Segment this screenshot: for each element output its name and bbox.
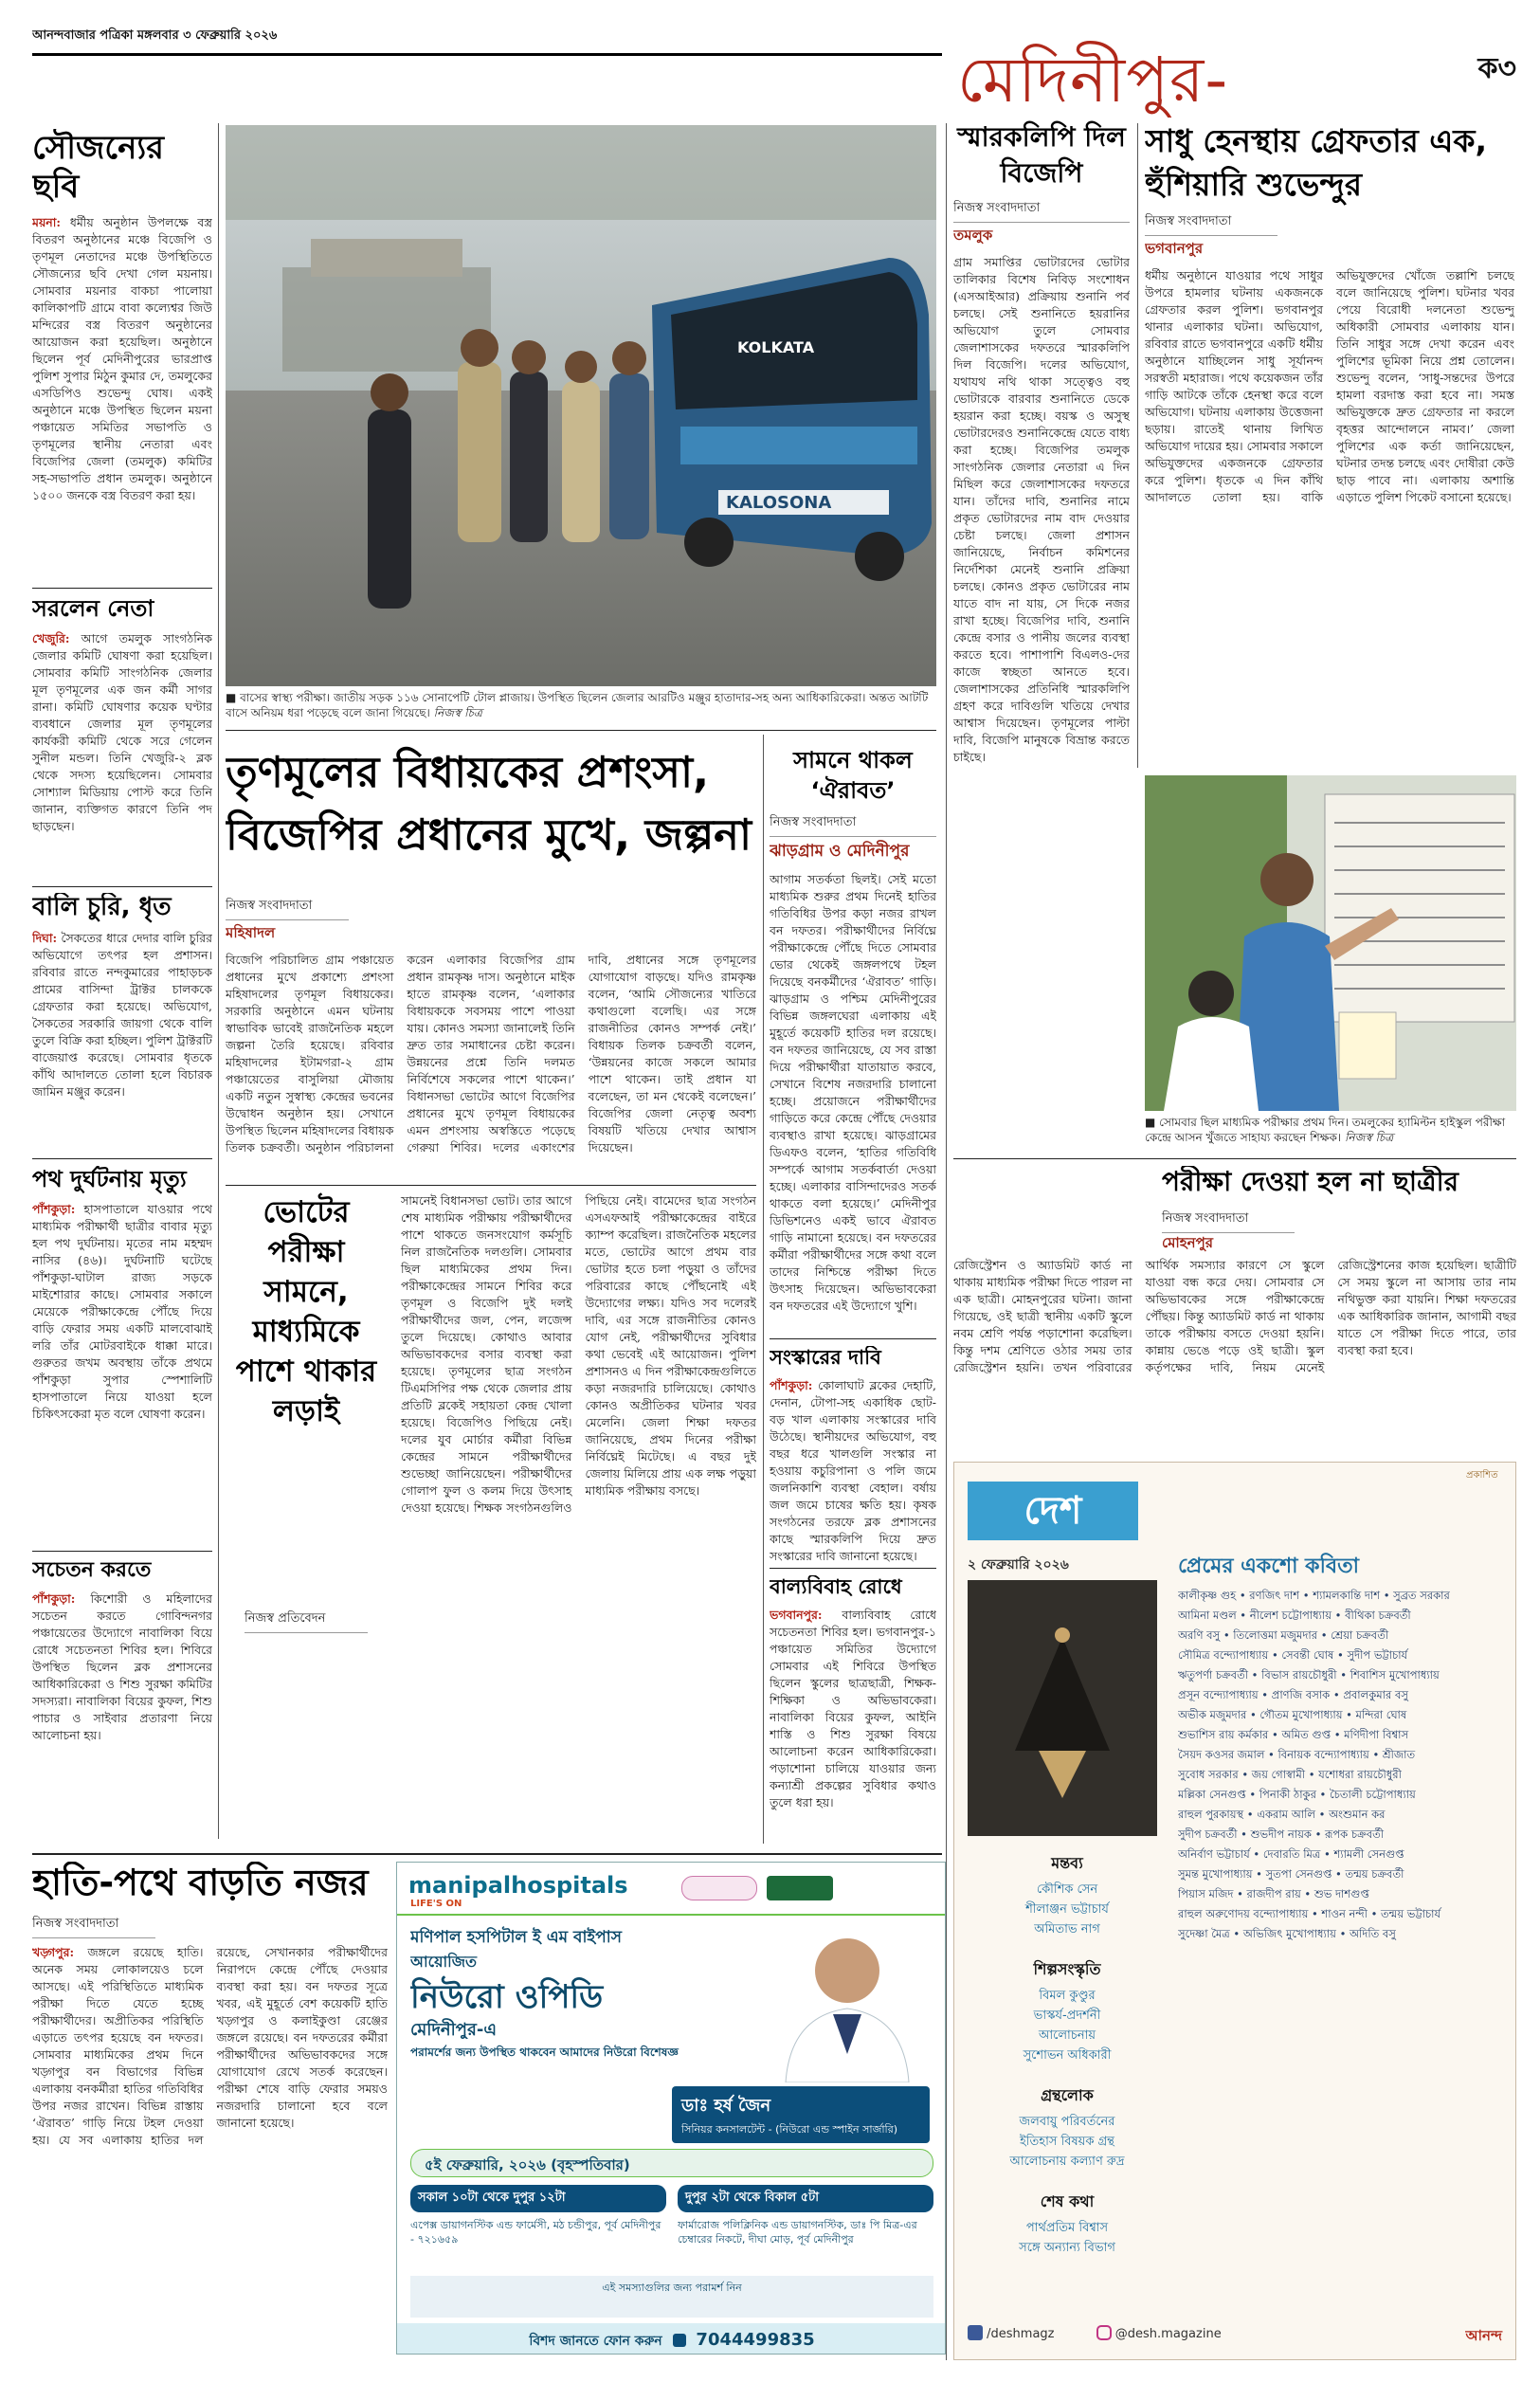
poet-line: সুমন্ত মুখোপাধ্যায় • সুতপা সেনগুপ্ত • তন্ময় চক্রবর্তী bbox=[1178, 1867, 1404, 1881]
poet-line: কালীকৃষ্ণ গুহ • রণজিৎ দাশ • শ্যামলকান্তি দাশ • সুব্রত সরকার bbox=[1178, 1589, 1450, 1602]
section-block bbox=[968, 1957, 1167, 2066]
exam-hall-photo bbox=[1145, 775, 1516, 1111]
desh-cover-title: প্রেমের একশো কবিতা bbox=[1178, 1555, 1360, 1578]
dateline: তমলুক bbox=[953, 227, 993, 244]
poet-line: শুভাশিস রায় কর্মকার • অমিত গুপ্ত • মণিদীপা বিশ্বাস bbox=[1178, 1728, 1409, 1741]
slot-1-place: এপেক্স ডায়াগনস্টিক এন্ড ফার্মেসী, মঠ চন্ডীপুর, পূর্ব মেদিনীপুর - ৭২১৬৫৯ bbox=[410, 2219, 661, 2246]
manipal-opd-title: নিউরো ওপিডি bbox=[410, 1978, 604, 2014]
story-body: পাঁশকুড়া: হাসপাতালে যাওয়ার পথে মাধ্যমিক পরীক্ষার্থী ছাত্রীর বাবার মৃত্যু হল পথ দুর্ঘটনায়। মৃতের নাম মহম্মদ নাসির (৪৬)। দুর্ঘটনাটি ঘটেছে পাঁশকুড়া-ঘাটাল রাজ্য সড়কে মাইশোরার কাছে। সোমবার সকালে মেয়েকে পরীক্ষাকেন্দ্রে পৌঁছে দিয়ে বাড়ি ফেরার সময় একটি মালবোঝাই লরি তাঁর মোটরবাইকে ধাক্কা মারে। গুরুতর জখম অবস্থায় তাঁকে প্রথমে পাঁশকুড়া সুপার স্পেশালিটি হাসপাতালে নিয়ে যাওয়া হলে চিকিৎসকেরা মৃত বলে ঘোষণা করেন। bbox=[32, 1201, 212, 1421]
story-body: গ্রাম সমাপ্তির ভোটারদের ভোটার তালিকার বিশেষ নিবিড় সংশোধন (এসআইআর) প্রক্রিয়ায় শুনানি পর্ব চলছে। সেই শুনানিতে হয়রানির অভিযোগ তুলে সোমবার জেলাশাসকের দফতরে স্মারকলিপি দিল বিজেপি। দলের অভিযোগ, যথাযথ নথি থাকা সত্ত্বেও বহু ভোটারকে বারবার শুনানিতে ডেকে হয়রান করা হচ্ছে। বয়স্ক ও অসুস্থ ভোটারদেরও শুনানিকেন্দ্রে যেতে বাধ্য করা হচ্ছে। বিজেপির তমলুক সাংগঠনিক জেলার নেতারা এ দিন মিছিল করে জেলাশাসকের দফতরে যান। তাঁদের দাবি, শুনানির নামে প্রকৃত ভোটারদের নাম বাদ দেওয়ার চেষ্টা চলছে। জেলা প্রশাসন জানিয়েছে, নির্বাচন কমিশনের নির্দেশিকা মেনেই শুনানি প্রক্রিয়া চলছে। কোনও প্রকৃত ভোটারের নাম যাতে বাদ না যায়, সে দিকে নজর রাখা হচ্ছে। বিজেপির দাবি, শুনানি কেন্দ্রে বসার ও পানীয় জলের ব্যবস্থা করতে হবে। পাশাপাশি বিএলও-দের কাজে স্বচ্ছতা আনতে হবে। জেলাশাসকের প্রতিনিধি স্মারকলিপি গ্রহণ করে দাবিগুলি খতিয়ে দেখার আশ্বাস দিয়েছেন। তৃণমূলের পাল্টা দাবি, বিজেপি মানুষকে বিভ্রান্ত করতে চাইছে। bbox=[953, 255, 1130, 764]
desh-logo: দেশ bbox=[968, 1482, 1138, 1540]
poet-line: সুদীপ চক্রবর্তী • শুভদীপ নায়ক • রূপক চক্রবর্তী bbox=[1178, 1827, 1385, 1841]
story-body: আগাম সতর্কতা ছিলই। সেই মতো মাধ্যমিক শুরুর প্রথম দিনেই হাতির গতিবিধির উপর কড়া নজর রাখল বন দফতর। পরীক্ষার্থীদের নির্বিঘ্নে পরীক্ষাকেন্দ্রে পৌঁছে দিতে সোমবার ভোর থেকেই জঙ্গলপথে টহল দিয়েছে বনকর্মীদের ‘ঐরাবত’ গাড়ি। ঝাড়গ্রাম ও পশ্চিম মেদিনীপুরের বিভিন্ন জঙ্গলঘেরা এলাকায় এই মুহূর্তে কয়েকটি হাতির দল রয়েছে। বন দফতর জানিয়েছে, যে সব রাস্তা দিয়ে পরীক্ষার্থীরা যাতায়াত করবে, সেখানে বিশেষ নজরদারি চালানো হচ্ছে। প্রয়োজনে পরীক্ষার্থীদের গাড়িতে করে কেন্দ্রে পৌঁছে দেওয়ার ব্যবস্থাও রাখা হয়েছে। ঝাড়গ্রামের ডিএফও বলেন, ‘হাতির গতিবিধি সম্পর্কে আগাম সতর্কবার্তা দেওয়া হচ্ছে। এলাকার বাসিন্দাদেরও সতর্ক থাকতে বলা হয়েছে।’ মেদিনীপুর ডিভিশনেও একই ভাবে ঐরাবত গাড়ি নামানো হয়েছে। বন দফতরের কর্মীরা পরীক্ষার্থীদের সঙ্গে কথা বলে তাদের নিশ্চিন্তে পরীক্ষা দিতে উৎসাহ দিয়েছেন। অভিভাবকেরা বন দফতরের এই উদ্যোগে খুশি। bbox=[770, 872, 936, 1313]
bus-photo-caption: ■ বাসের স্বাস্থ্য পরীক্ষা। জাতীয় সড়ক ১১৬ সোনাপেটি টোল প্লাজায়। উপস্থিত ছিলেন জেলার আরটিও মঞ্জুর হাতাদার-সহ অন্য আধিকারিকেরা। অন্তত আটটি বাসে অনিয়ম ধরা পড়েছে বলে জানা গিয়েছে। নিজস্ব চিত্র bbox=[226, 691, 929, 719]
bus-inspection-photo bbox=[226, 125, 936, 686]
manipal-intro: মণিপাল হসপিটাল ই এম বাইপাস bbox=[410, 1928, 622, 1947]
section-block bbox=[968, 1851, 1167, 1940]
story-body: পাঁশকুড়া: কোলাঘাট ব্লকের দেহাটি, দেনান, টোপা-সহ একাধিক ছোট-বড় খাল এলাকায় সংস্কারের দাবি উঠেছে। স্থানীয়দের অভিযোগ, বহু বছর ধরে খালগুলি সংস্কার না হওয়ায় কচুরিপানা ও পলি জমে জলনিকাশি ব্যবস্থা বেহাল। বর্ষায় জল জমে চাষের ক্ষতি হয়। কৃষক সংগঠনের তরফে ব্লক প্রশাসনের কাছে স্মারকলিপি দিয়ে দ্রুত সংস্কারের দাবি জানানো হয়েছে। bbox=[770, 1378, 936, 1564]
main-headline-line-1: তৃণমূলের বিধায়কের প্রশংসা, bbox=[226, 747, 710, 797]
lead-place: ময়না: bbox=[32, 214, 62, 229]
contact-label: বিশদ জানতে ফোন করুন bbox=[529, 2334, 662, 2349]
poet-line: আমিনা মণ্ডল • নীলেশ চট্টোপাধ্যায় • বীথিকা চক্রবর্তী bbox=[1178, 1609, 1411, 1622]
headline: সরলেন নেতা bbox=[32, 595, 154, 622]
headline: সৌজন্যের ছবি bbox=[32, 129, 164, 206]
photo-credit: নিজস্ব চিত্র bbox=[1345, 1131, 1394, 1144]
slot-2 bbox=[678, 2185, 933, 2270]
section-title: মন্তব্য bbox=[1051, 1854, 1083, 1872]
manipal-place: মেদিনীপুর-এ bbox=[410, 2020, 498, 2039]
photo-credit: নিজস্ব চিত্র bbox=[433, 706, 482, 719]
slot-2-place: ফার্মারোজ পলিক্লিনিক এন্ড ডায়াগনস্টিক, ডাঃ পি মিত্র-এর চেম্বারের নিকটে, দীঘা মোড়, পূর্ব মেদিনীপুর bbox=[678, 2219, 917, 2246]
bus-brand-label: KALOSONA bbox=[726, 493, 832, 513]
poet-line: অরণি বসু • তিলোত্তমা মজুমদার • শ্রেয়া চক্রবর্তী bbox=[1178, 1628, 1389, 1642]
dateline: মহিষাদল bbox=[226, 924, 276, 941]
instagram-icon bbox=[1096, 2325, 1112, 2340]
doctor-box bbox=[672, 2086, 930, 2143]
dateline: মোহনপুর bbox=[1162, 1234, 1214, 1251]
story-body: ধর্মীয় অনুষ্ঠানে যাওয়ার পথে সাধুর উপরে হামলার ঘটনায় একজনকে গ্রেফতার করল পুলিশ। ভগবানপুর থানার এলাকার ঘটনা। অভিযোগ, রবিবার রাতে ভগবানপুরে একটি ধর্মীয় অনুষ্ঠানে যাচ্ছিলেন সাধু সূর্যানন্দ সরস্বতী মহারাজ। পথে কয়েকজন তাঁর গাড়ি আটকে তাঁকে হেনস্থা করে বলে অভিযোগ। ঘটনায় এলাকায় উত্তেজনা ছড়ায়। রাতেই থানায় লিখিত অভিযোগ দায়ের হয়। সোমবার সকালে অভিযুক্তদের একজনকে গ্রেফতার করে পুলিশ। ধৃতকে এ দিন কাঁথি আদালতে তোলা হয়। বাকি অভিযুক্তদের খোঁজে তল্লাশি চলছে বলে জানিয়েছে পুলিশ। ঘটনার খবর পেয়ে বিরোধী দলনেতা শুভেন্দু অধিকারী সোমবার এলাকায় যান। তিনি সাধুর সঙ্গে দেখা করেন এবং পুলিশের ভূমিকা নিয়ে প্রশ্ন তোলেন। শুভেন্দু বলেন, ‘সাধু-সন্তদের উপরে হামলা বরদাস্ত করা হবে না। সমস্ত অভিযুক্তকে দ্রুত গ্রেফতার না করলে বৃহত্তর আন্দোলনে নামব।’ জেলা পুলিশের এক কর্তা জানিয়েছেন, ঘটনার তদন্ত চলছে এবং দোষীরা কেউ ছাড় পাবে না। এলাকায় অশান্তি এড়াতে পুলিশ পিকেট বসানো হয়েছে। bbox=[1145, 268, 1514, 504]
section-line: অমিতাভ নাগ bbox=[1034, 1922, 1100, 1937]
poet-line: রাহুল পুরকায়স্থ • একরাম আলি • অংশুমান কর bbox=[1178, 1808, 1386, 1821]
story-body: দিঘা: সৈকতের ধারে দেদার বালি চুরির অভিযোগে তৎপর হল প্রশাসন। রবিবার রাতে নন্দকুমারের পাহাড়চক প্রামের বাসিন্দা ট্রাক্টর চালককে গ্রেফতার করা হয়েছে। অভিযোগ, সৈকতের সরকারি জায়গা থেকে বালি তুলে বিক্রি করা হচ্ছিল। পুলিশ ট্রাক্টরটি বাজেয়াপ্ত করেছে। সোমবার ধৃতকে কাঁথি আদালতে তোলা হলে বিচারক জামিন মঞ্জুর করেন। bbox=[32, 931, 212, 1100]
poet-line: পিয়াস মজিদ • রাজদীপ রায় • শুভ দাশগুপ্ত bbox=[1178, 1887, 1369, 1900]
story-body: ময়না: ধর্মীয় অনুষ্ঠান উপলক্ষে বস্ত্র বিতরণ অনুষ্ঠানের মঞ্চে বিজেপি ও তৃণমূল নেতাদের মঞ্চে উপস্থিতিতে সৌজন্যের ছবি দেখা গেল ময়নায়। সোমবার ময়নার বাকচা পালোয়া কালিকাপটি গ্রামে বাবা কল্যেশ্বর জিউ মন্দিরের বস্ত্র বিতরণ অনুষ্ঠানের আয়োজন করা হয়েছিল। অনুষ্ঠানে ছিলেন পূর্ব মেদিনীপুরের ভারপ্রাপ্ত পুলিশ সুপার মিঠুন কুমার দে, তমলুকের এসডিপিও শুভেন্দু ঘোষ। একই অনুষ্ঠানে মঞ্চে উপস্থিত ছিলেন ময়না পঞ্চায়েত সমিতির সভাপতি ও তৃণমূলের স্থানীয় নেতারা এবং বিজেপির জেলা (তমলুক) কমিটির সহ-সভাপতি প্রধান তমলুক। অনুষ্ঠানে ১৫০০ জনকে বস্ত্র বিতরণ করা হয়। bbox=[32, 214, 212, 502]
byline: নিজস্ব প্রতিবেদন bbox=[245, 1609, 368, 1633]
story-path-durghatana bbox=[32, 1166, 212, 1545]
headline: স্মারকলিপি দিল বিজেপি bbox=[957, 121, 1126, 189]
story-body: সামনেই বিধানসভা ভোট। তার আগে শেষ মাধ্যমিক পরীক্ষায় পরীক্ষার্থীদের পাশে থাকতে জনসংযোগ কর্মসূচি নিল রাজনৈতিক দলগুলি। সোমবার ছিল মাধ্যমিকের প্রথম দিন। পরীক্ষাকেন্দ্রের সামনে শিবির করে তৃণমূল ও বিজেপি দুই দলই পরীক্ষার্থীদের জল, পেন, লজেন্স তুলে দিয়েছে। কোথাও আবার অভিভাবকদের বসার ব্যবস্থা করা হয়েছে। তৃণমূলের ছাত্র সংগঠন টিএমসিপির পক্ষ থেকে জেলার প্রায় প্রতিটি ব্লকেই সহায়তা কেন্দ্র খোলা হয়েছে। বিজেপিও পিছিয়ে নেই। দলের যুব মোর্চার কর্মীরা বিভিন্ন কেন্দ্রের সামনে পরীক্ষার্থীদের শুভেচ্ছা জানিয়েছেন। পরীক্ষার্থীদের গোলাপ ফুল ও কলম দিয়ে উৎসাহ দেওয়া হয়েছে। শিক্ষক সংগঠনগুলিও পিছিয়ে নেই। বামেদের ছাত্র সংগঠন এসএফআই পরীক্ষাকেন্দ্রের বাইরে ক্যাম্প করেছিল। রাজনৈতিক মহলের মতে, ভোটের আগে প্রথম বার ভোটার হতে চলা পড়ুয়া ও তাঁদের পরিবারের কাছে পৌঁছনোই এই উদ্যোগের লক্ষ্য। যদিও সব দলেরই দাবি, এর সঙ্গে রাজনীতির কোনও যোগ নেই, পরীক্ষার্থীদের সুবিধার কথা ভেবেই এই আয়োজন। পুলিশ প্রশাসনও এ দিন পরীক্ষাকেন্দ্রগুলিতে কড়া নজরদারি চালিয়েছে। কোথাও কোনও অপ্রীতিকর ঘটনার খবর মেলেনি। জেলা শিক্ষা দফতর জানিয়েছে, প্রথম দিনের পরীক্ষা নির্বিঘ্নেই মিটেছে। এ বছর দুই জেলায় মিলিয়ে প্রায় এক লক্ষ পড়ুয়া মাধ্যমিক পরীক্ষায় বসছে। bbox=[401, 1193, 756, 1515]
headline: পরীক্ষা দেওয়া হল না ছাত্রীর bbox=[1162, 1166, 1458, 1197]
balyabibaho-story bbox=[770, 1575, 936, 1848]
poet-line: সুদেষ্ণা মৈত্র • অভিজিৎ মুখোপাধ্যায় • অদিতি বসু bbox=[1178, 1927, 1396, 1940]
exam-scene-illustration bbox=[1145, 775, 1516, 1111]
story-body: ভগবানপুর: বাল্যবিবাহ রোধে সচেতনতা শিবির হল। ভগবানপুর-১ পঞ্চায়েত সমিতির উদ্যোগে সোমবার এই শিবিরে উপস্থিত ছিলেন স্কুলের ছাত্রছাত্রী, শিক্ষক-শিক্ষিকা ও অভিভাবকেরা। নাবালিকা বিয়ের কুফল, আইনি শাস্তি ও শিশু সুরক্ষা বিষয়ে আলোচনা করেন আধিকারিকেরা। পড়াশোনা চালিয়ে যাওয়ার জন্য কন্যাশ্রী প্রকল্পের সুবিধার কথাও তুলে ধরা হয়। bbox=[770, 1608, 936, 1810]
section-title: শেষ কথা bbox=[1040, 2192, 1095, 2210]
section-line: শীলাঞ্জন ভট্টাচার্য bbox=[1025, 1902, 1109, 1917]
story-sachetan bbox=[32, 1558, 212, 1847]
section-line: পার্থপ্রতিম বিশ্বাস bbox=[1025, 2221, 1109, 2235]
desh-date: ২ ফেব্রুয়ারি ২০২৬ bbox=[968, 1557, 1069, 1573]
main-headline-line-2: বিজেপির প্রধানের মুখে, জল্পনা bbox=[226, 809, 752, 860]
dateline: ভগবানপুর bbox=[1145, 240, 1204, 257]
dateline: ঝাড়গ্রাম ও মেদিনীপুর bbox=[770, 842, 910, 861]
doctor-name: ডাঃ হর্ষ জৈন bbox=[681, 2096, 771, 2116]
slot-1-time: সকাল ১০টা থেকে দুপুর ১২টা bbox=[410, 2185, 666, 2212]
airavat-story bbox=[770, 745, 936, 1333]
main-story bbox=[226, 897, 756, 1179]
desh-social-bar bbox=[968, 2325, 1508, 2352]
page-number: ক৩ bbox=[1477, 52, 1516, 83]
desh-poet-list bbox=[1178, 1586, 1508, 2325]
section-line: আলোচনায় কল্যাণ রুদ্র bbox=[1009, 2155, 1125, 2169]
byline: নিজস্ব সংবাদদাতা bbox=[770, 813, 936, 837]
story-body: পাঁশকুড়া: কিশোরী ও মহিলাদের সচেতন করতে গোবিন্দনগর পঞ্চায়েতের উদ্যোগে নাবালিকা বিয়ে রোধে সচেতনতা শিবির হল। শিবিরে উপস্থিত ছিলেন ব্লক প্রশাসনের আধিকারিকেরা ও শিশু সুরক্ষা কমিটির সদস্যরা। নাবালিকা বিয়ের কুফল, শিশু পাচার ও সাইবার প্রতারণা নিয়ে আলোচনা হয়। bbox=[32, 1591, 212, 1743]
sadhu-story bbox=[1145, 119, 1514, 770]
byline: নিজস্ব সংবাদদাতা bbox=[953, 199, 1130, 223]
poet-line: সৈয়দ কওসর জমাল • বিনায়ক বন্দ্যোপাধ্যায় • শ্রীজাত bbox=[1178, 1748, 1416, 1761]
phone-icon bbox=[673, 2334, 686, 2347]
headline: সচেতন করতে bbox=[32, 1558, 152, 1582]
poet-line: সৌমিত্র বন্দ্যোপাধ্যায় • সেবন্তী ঘোষ • সুদীপ ভট্টাচার্য bbox=[1178, 1648, 1408, 1662]
manipal-logo: manipalhospitals bbox=[408, 1872, 628, 1899]
section-block bbox=[968, 2083, 1167, 2173]
smarak-story bbox=[953, 119, 1130, 906]
services-note: এই সমস্যাগুলির জন্য পরামর্শ নিন bbox=[410, 2276, 933, 2318]
desh-magazine-ad bbox=[953, 1462, 1516, 2360]
section-line: আলোচনায় bbox=[1038, 2028, 1096, 2043]
section-line: জলবায়ু পরিবর্তনের bbox=[1019, 2115, 1115, 2129]
headline: বালি চুরি, ধৃত bbox=[32, 893, 172, 921]
manipal-organised: আয়োজিত bbox=[410, 1953, 478, 1971]
section-line: বিমল কুণ্ডুর bbox=[1039, 1989, 1096, 2003]
story-body: খেজুরি: আগে তমলুক সাংগঠনিক জেলার কমিটি ঘোষণা করা হয়েছিল। সোমবার কমিটি সাংগঠনিক জেলার মূল তৃণমূলের এক জন কর্মী সাগর রানা। কমিটি ঘোষণার কয়েক ঘণ্টার ব্যবধানে জেলার মূল তৃণমূলের কার্যকরী কমিটি থেকে সরে গেলেন সুনীল মন্ডল। তিনি খেজুরি-২ ব্লক থেকে সদস্য হয়েছিলেন। সোমবার সোশ্যাল মিডিয়ায় পোস্ট করে তিনি জানান, ব্যক্তিগত কারণে তিনি পদ ছাড়ছেন। bbox=[32, 630, 212, 833]
partner-logo-1 bbox=[681, 1876, 757, 1900]
story-body: খড়্গপুর: জঙ্গলে রয়েছে হাতি। অনেক সময় লোকালয়েও চলে আসছে। এই পরিস্থিতিতে মাধ্যমিক পরীক্ষা দিতে যেতে হচ্ছে পরীক্ষার্থীদের। অপ্রীতিকর পরিস্থিতি এড়াতে তৎপর হয়েছে বন দফতর। সোমবার মাধ্যমিকের প্রথম দিনে খড়্গপুর বন বিভাগের বিভিন্ন এলাকায় বনকর্মীরা হাতির গতিবিধির উপর নজর রাখেন। বিভিন্ন রাস্তায় ‘ঐরাবত’ গাড়ি নিয়ে টহল দেওয়া হয়। যে সব এলাকায় হাতির দল রয়েছে, সেখানকার পরীক্ষার্থীদের নিরাপদে কেন্দ্রে পৌঁছে দেওয়ার ব্যবস্থা করা হয়। বন দফতর সূত্রে খবর, এই মুহূর্তে বেশ কয়েকটি হাতি খড়্গপুর ও কলাইকুণ্ডা রেঞ্জের জঙ্গলে রয়েছে। বন দফতরের কর্মীরা পরীক্ষার্থীদের অভিভাবকদের সঙ্গে যোগাযোগ রেখে সতর্ক করেছেন। পরীক্ষা শেষে বাড়ি ফেরার সময়ও নজরদারি চালানো হবে বলে জানানো হয়েছে। bbox=[32, 1944, 388, 2147]
main-headline bbox=[226, 741, 756, 883]
poet-line: রাহুল অরুণোদয় বন্দ্যোপাধ্যায় • শাওন নন্দী • তন্ময় ভট্টাচার্য bbox=[1178, 1907, 1441, 1920]
manipal-header bbox=[397, 1863, 946, 1916]
section-line: সঙ্গে অন্যান্য বিভাগ bbox=[1019, 2241, 1115, 2255]
story-body: রেজিস্ট্রেশন ও অ্যাডমিট কার্ড না থাকায় মাধ্যমিক পরীক্ষা দিতে পারল না এক ছাত্রী। মোহনপুরের ঘটনা। জানা গিয়েছে, ওই ছাত্রী স্থানীয় একটি স্কুলে নবম শ্রেণি পর্যন্ত পড়াশোনা করেছিল। কিন্তু দশম শ্রেণিতে ওঠার সময় তার রেজিস্ট্রেশন হয়নি। তখন পরিবারের আর্থিক সমস্যার কারণে সে স্কুলে যাওয়া বন্ধ করে দেয়। সোমবার সে অভিভাবকের সঙ্গে পরীক্ষাকেন্দ্রে পৌঁছয়। কিন্তু অ্যাডমিট কার্ড না থাকায় তাকে পরীক্ষায় বসতে দেওয়া হয়নি। কান্নায় ভেঙে পড়ে ওই ছাত্রী। স্কুল কর্তৃপক্ষের দাবি, নিয়ম মেনেই রেজিস্ট্রেশনের কাজ হয়েছিল। ছাত্রীটি সে সময় স্কুলে না আসায় তার নাম নথিভুক্ত করা যায়নি। শিক্ষা দফতরের এক আধিকারিক জানান, আগামী বছর যাতে সে পরীক্ষা দিতে পারে, তার ব্যবস্থা করা হবে। bbox=[953, 1258, 1516, 1374]
published-label: প্রকাশিত bbox=[1466, 1470, 1498, 1481]
paper-date-line: আনন্দবাজার পত্রিকা মঙ্গলবার ৩ ফেব্রুয়ারি ২০২৬ bbox=[32, 28, 278, 43]
manipal-consult: পরামর্শের জন্য উপস্থিত থাকবেন আমাদের নিউরো বিশেষজ্ঞ bbox=[410, 2046, 679, 2059]
poet-line: ঋতুপর্ণা চক্রবর্তী • বিভাস রায়চৌধুরী • শিবাশিস মুখোপাধ্যায় bbox=[1178, 1668, 1440, 1682]
sanskar-story bbox=[770, 1346, 936, 1564]
facebook-icon bbox=[968, 2325, 983, 2340]
section-block bbox=[968, 2190, 1167, 2259]
manipal-contact-bar bbox=[397, 2323, 946, 2355]
headline: সামনে থাকল ‘ঐরাবত’ bbox=[793, 747, 913, 804]
section-line: ভাস্কর্য-প্রদর্শনী bbox=[1033, 2009, 1101, 2023]
poet-line: মল্লিকা সেনগুপ্ত • পিনাকী ঠাকুর • চৈতালী চট্টোপাধ্যায় bbox=[1178, 1788, 1416, 1801]
headline: হাতি-পথে বাড়তি নজর bbox=[32, 1862, 369, 1903]
contact-phone: 7044499835 bbox=[696, 2330, 815, 2350]
section-line: ইতিহাস বিষয়ক গ্রন্থ bbox=[1020, 2135, 1114, 2149]
story-soujanya bbox=[32, 129, 212, 584]
poet-line: অভীক মজুমদার • গৌতম মুখোপাধ্যায় • মন্দিরা ঘোষ bbox=[1178, 1708, 1407, 1721]
ananda-logo: আনন্দ bbox=[1465, 2327, 1502, 2344]
story-sorolen-neta bbox=[32, 595, 212, 880]
desh-sections bbox=[968, 1851, 1167, 2268]
section-title: গ্রন্থলোক bbox=[1041, 2086, 1094, 2104]
facebook-handle[interactable]: /deshmagz bbox=[987, 2327, 1055, 2341]
section-line: সুশোভন অধিকারী bbox=[1023, 2048, 1112, 2063]
slot-1 bbox=[410, 2185, 666, 2270]
manipal-hospitals-ad bbox=[396, 1862, 946, 2355]
hati-story bbox=[32, 1862, 388, 2355]
doctor-title: সিনিয়র কনসালটেন্ট - (নিউরো এন্ড স্পাইন সার্জারি) bbox=[681, 2123, 898, 2136]
headline: সাধু হেনস্থায় গ্রেফতার এক, হুঁশিয়ারি শুভেন্দুর bbox=[1145, 122, 1488, 203]
poet-line: সুবোধ সরকার • জয় গোস্বামী • যশোধরা রায়চৌধুরী bbox=[1178, 1768, 1402, 1781]
opd-date: ৫ই ফেব্রুয়ারি, ২০২৬ (বৃহস্পতিবার) bbox=[410, 2149, 933, 2177]
byline: নিজস্ব সংবাদদাতা bbox=[32, 1915, 155, 1938]
story-bali-churi bbox=[32, 893, 212, 1154]
poet-line: প্রসূন বন্দ্যোপাধ্যায় • প্রাণজি বসাক • প্রবালকুমার বসু bbox=[1178, 1688, 1408, 1701]
headline: সংস্কারের দাবি bbox=[770, 1346, 881, 1369]
exam-story bbox=[226, 1192, 756, 1846]
bus-route-label: KOLKATA bbox=[737, 338, 815, 356]
headline: বাল্যবিবাহ রোধে bbox=[770, 1575, 902, 1598]
partner-logo-2 bbox=[767, 1876, 833, 1900]
desh-cover-image bbox=[968, 1580, 1157, 1836]
instagram-handle[interactable]: @desh.magazine bbox=[1114, 2327, 1222, 2341]
manipal-tagline: LIFE'S ON bbox=[410, 1899, 462, 1909]
headline: পথ দুর্ঘটনায় মৃত্যু bbox=[32, 1166, 187, 1192]
chhatri-story bbox=[953, 1166, 1516, 1455]
poet-line: অনির্বাণ ভট্টাচার্য • দেবারতি মিত্র • শ্যামলী সেনগুপ্ত bbox=[1178, 1847, 1404, 1861]
section-title: শিল্পসংস্কৃতি bbox=[1033, 1960, 1101, 1978]
byline: নিজস্ব সংবাদদাতা bbox=[226, 897, 349, 920]
section-title: মেদিনীপুর- bbox=[957, 44, 1229, 117]
slot-2-time: দুপুর ২টা থেকে বিকাল ৫টা bbox=[678, 2185, 933, 2212]
story-body: বিজেপি পরিচালিত গ্রাম পঞ্চায়েত প্রধানের মুখে প্রকাশ্যে প্রশংসা মহিষাদলের তৃণমূল বিধায়কের। সরকারি অনুষ্ঠানে এমন ঘটনায় স্বাভাবিক ভাবেই রাজনৈতিক মহলে জল্পনা তৈরি হয়েছে। রবিবার মহিষাদলের ইটামগরা-২ গ্রাম পঞ্চায়েতের বাসুলিয়া মৌজায় একটি নতুন সুস্বাস্থ্য কেন্দ্রের ভবনের উদ্বোধন অনুষ্ঠান হয়। সেখানে উপস্থিত ছিলেন মহিষাদলের বিধায়ক তিলক চক্রবর্তী। অনুষ্ঠান পরিচালনা করেন এলাকার বিজেপির গ্রাম প্রধান রামকৃষ্ণ দাস। অনুষ্ঠানে মাইক হাতে রামকৃষ্ণ বলেন, ‘এলাকার বিধায়ককে সবসময় পাশে পাওয়া যায়। কোনও সমস্যা জানালেই তিনি দ্রুত তার সমাধানের চেষ্টা করেন। উন্নয়নের প্রশ্নে তিনি দলমত নির্বিশেষে সকলের পাশে থাকেন।’ বিধানসভা ভোটের আগে বিজেপির প্রধানের মুখে তৃণমূল বিধায়কের এমন প্রশংসায় অস্বস্তিতে পড়েছে গেরুয়া শিবির। দলের একাংশের দাবি, প্রধানের সঙ্গে তৃণমূলের যোগাযোগ বাড়ছে। যদিও রামকৃষ্ণ বলেন, ‘আমি সৌজন্যের খাতিরে কথাগুলো বলেছি। এর সঙ্গে রাজনীতির কোনও সম্পর্ক নেই।’ বিধায়ক তিলক চক্রবর্তী বলেন, ‘উন্নয়নের কাজে সকলে আমার পাশে থাকেন। তাই প্রধান যা বলেছেন, তা মন থেকেই বলেছেন।’ বিজেপির জেলা নেতৃত্ব অবশ্য বিষয়টি খতিয়ে দেখার আশ্বাস দিয়েছেন। bbox=[226, 953, 756, 1155]
exam-photo-caption: ■ সোমবার ছিল মাধ্যমিক পরীক্ষার প্রথম দিন। তমলুকের হ্যামিল্টন হাইস্কুল পরীক্ষা কেন্দ্রে আসন খুঁজতে সাহায্য করছেন শিক্ষক। নিজস্ব চিত্র bbox=[1145, 1116, 1506, 1144]
byline: নিজস্ব সংবাদদাতা bbox=[1145, 212, 1277, 236]
section-line: কৌশিক সেন bbox=[1036, 1882, 1098, 1897]
doctor-photo bbox=[767, 1921, 928, 2082]
byline: নিজস্ব সংবাদদাতা bbox=[1162, 1209, 1295, 1233]
headline: ভোটের পরীক্ষা সামনে, মাধ্যমিকে পাশে থাকার লড়াই bbox=[235, 1195, 377, 1428]
bus-scene-illustration bbox=[226, 125, 936, 686]
